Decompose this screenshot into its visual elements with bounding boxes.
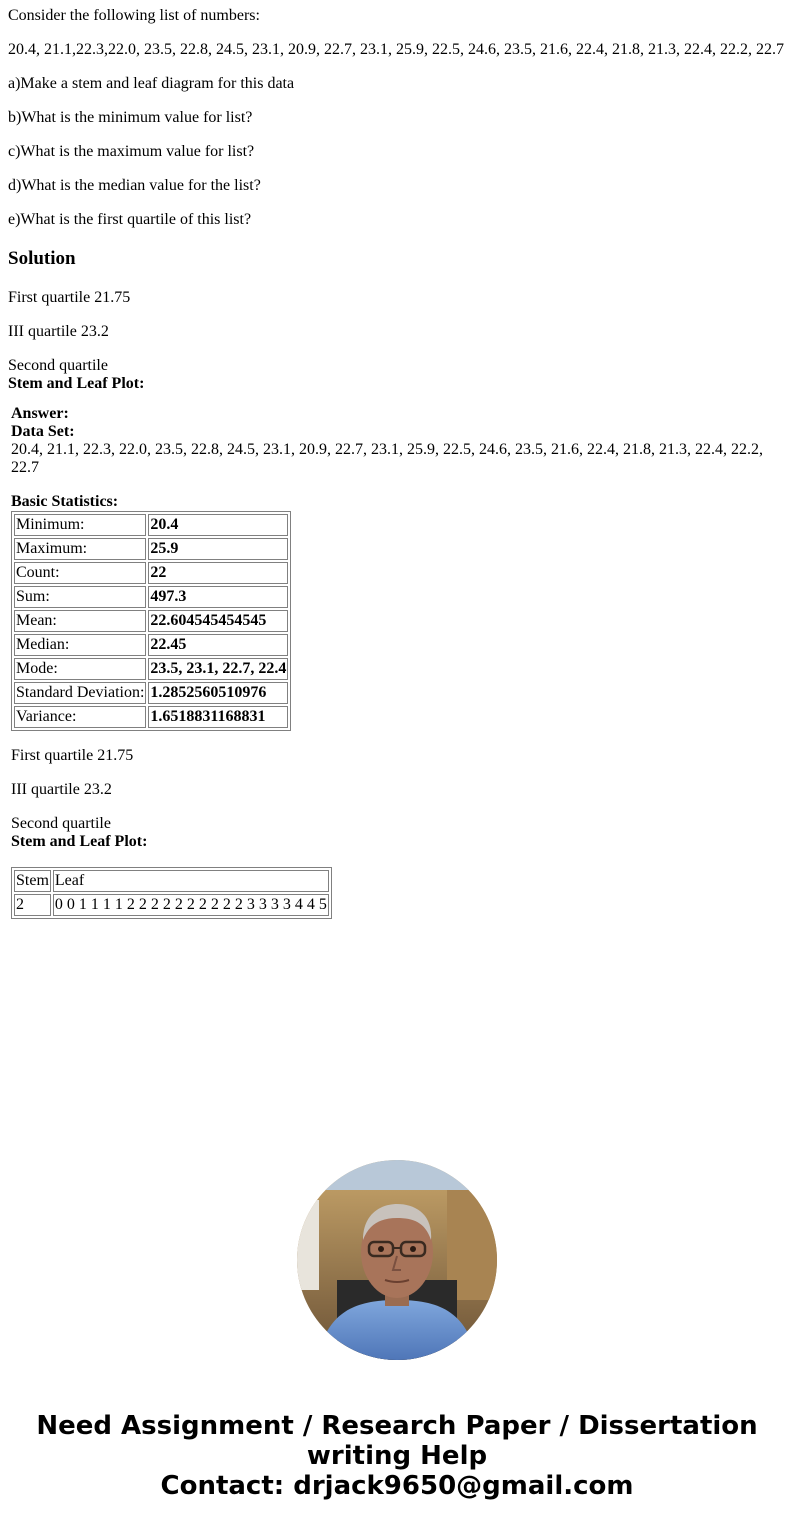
basic-stats-table [11,511,291,731]
table-row [14,610,288,632]
stat-label: Count: [14,562,146,584]
stat-label: Variance: [14,706,146,728]
author-portrait-image [297,1160,497,1360]
promo-contact: Contact: drjack9650@gmail.com [160,1471,634,1501]
answer-second-quartile: Second quartile [11,815,111,832]
answer-first-quartile: First quartile 21.75 [11,747,134,764]
stem-value: 2 [14,894,51,916]
table-row [14,538,288,560]
stat-label: Sum: [14,586,146,608]
table-row [14,562,288,584]
question-part-a: a)Make a stem and leaf diagram for this data [8,75,295,92]
stat-label: Minimum: [14,514,146,536]
stem-header: Stem [14,870,51,892]
document-page [0,7,794,919]
stat-value: 22.604545454545 [148,610,288,632]
answer-stem-leaf-label: Stem and Leaf Plot: [11,833,148,850]
leaf-header: Leaf [53,870,329,892]
basic-stats-label: Basic Statistics: [11,493,119,510]
table-row [14,514,288,536]
leaf-values: 0 0 1 1 1 1 2 2 2 2 2 2 2 2 2 2 3 3 3 3 4 4 5 [53,894,329,916]
table-row [14,682,288,704]
stat-value: 497.3 [148,586,288,608]
question-part-c: c)What is the maximum value for list? [8,143,255,160]
table-row [14,586,288,608]
table-row [14,894,329,916]
stat-value: 23.5, 23.1, 22.7, 22.4 [148,658,288,680]
stat-value: 22.45 [148,634,288,656]
dataset-values: 20.4, 21.1, 22.3, 22.0, 23.5, 22.8, 24.5, 23.1, 20.9, 22.7, 23.1, 25.9, 22.5, 24.6, 23.5, 21.6, 22.4, 21.8, 21.3, 22.4, 22.2, 22.7 [11,441,763,476]
stat-label: Standard Deviation: [14,682,146,704]
stat-value: 1.6518831168831 [148,706,288,728]
author-avatar [297,1160,497,1360]
stat-label: Maximum: [14,538,146,560]
table-row [14,706,288,728]
stat-value: 25.9 [148,538,288,560]
stat-label: Mean: [14,610,146,632]
stat-value: 22 [148,562,288,584]
question-part-e: e)What is the first quartile of this list? [8,211,252,228]
table-row [14,658,288,680]
answer-third-quartile: III quartile 23.2 [11,781,112,798]
stat-value: 20.4 [148,514,288,536]
promo-line-2: writing Help [306,1441,488,1471]
question-numbers: 20.4, 21.1,22.3,22.0, 23.5, 22.8, 24.5, 23.1, 20.9, 22.7, 23.1, 25.9, 22.5, 24.6, 23.5, 21.6, 22.4, 21.8, 21.3, 22.4, 22.2, 22.7 [8,41,784,58]
stem-leaf-table [11,867,332,919]
third-quartile: III quartile 23.2 [8,323,109,340]
second-quartile: Second quartile [8,357,108,374]
promo-banner [0,1411,794,1501]
question-part-d: d)What is the median value for the list? [8,177,261,194]
table-row [14,634,288,656]
dataset-label: Data Set: [11,423,75,440]
question-intro: Consider the following list of numbers: [8,7,260,24]
stem-leaf-label: Stem and Leaf Plot: [8,375,145,392]
solution-heading: Solution [8,248,76,269]
question-part-b: b)What is the minimum value for list? [8,109,253,126]
promo-line-1: Need Assignment / Research Paper / Dissertation [36,1411,758,1441]
table-header-row [14,870,329,892]
answer-section [8,393,786,919]
stat-value: 1.2852560510976 [148,682,288,704]
first-quartile: First quartile 21.75 [8,289,131,306]
stat-label: Median: [14,634,146,656]
answer-label: Answer: [11,405,69,422]
stat-label: Mode: [14,658,146,680]
